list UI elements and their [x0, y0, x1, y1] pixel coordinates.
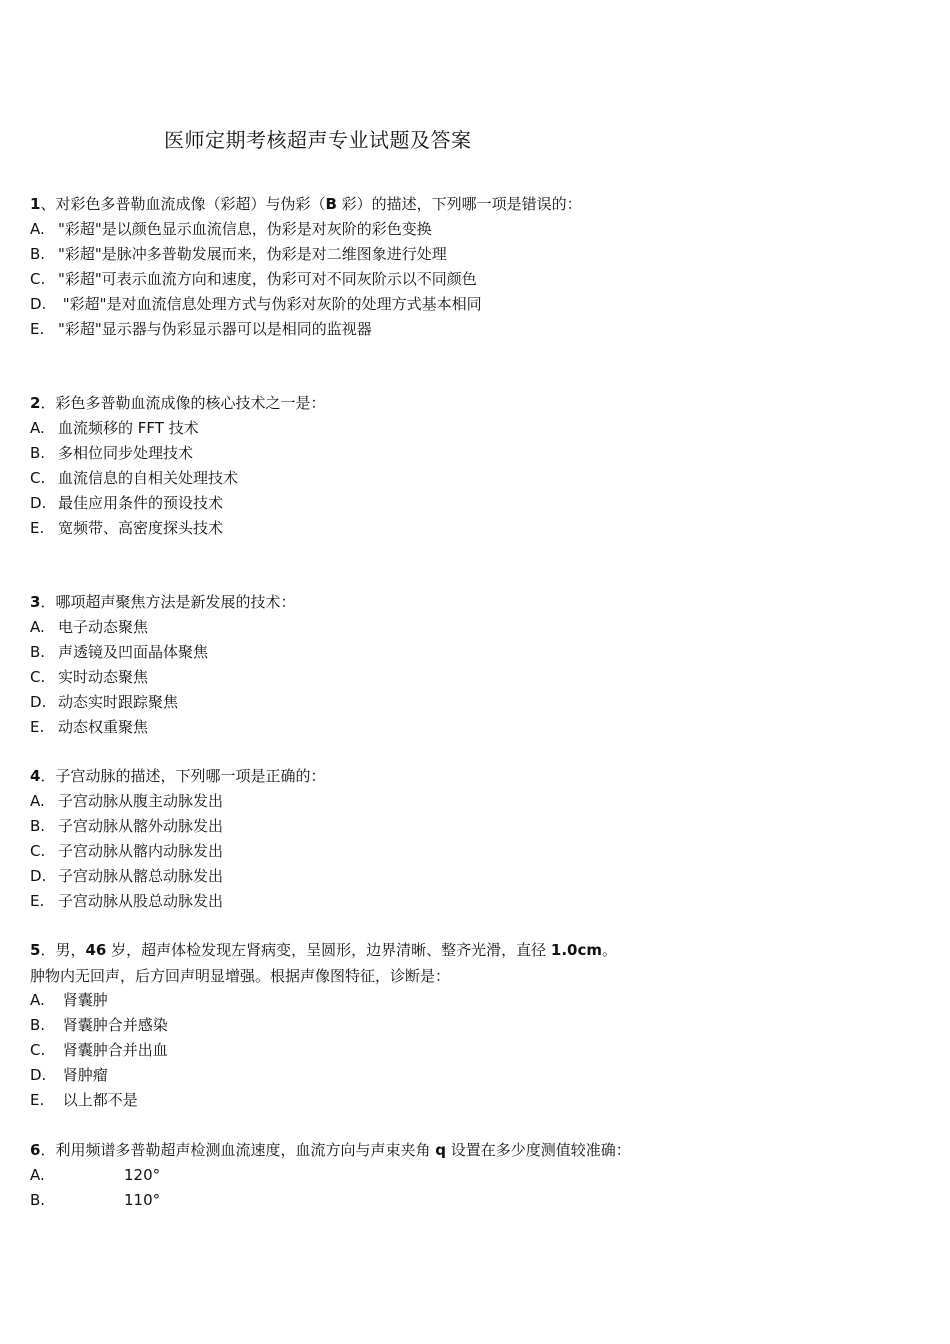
question-5-option-b: B. 肾囊肿合并感染: [30, 1016, 168, 1034]
question-6-option-b: B. 110°: [30, 1191, 161, 1209]
question-number: 5: [30, 941, 41, 959]
question-1-option-c: C. "彩超"可表示血流方向和速度，伪彩可对不同灰阶示以不同颜色: [30, 270, 477, 288]
question-number: 4: [30, 767, 41, 785]
question-number: 2: [30, 394, 41, 412]
question-3-option-e: E. 动态权重聚焦: [30, 718, 149, 736]
question-5-stem: 5．男，46 岁，超声体检发现左肾病变，呈圆形，边界清晰、整齐光滑，直径 1.0cm。: [30, 941, 617, 959]
question-number: 1: [30, 195, 41, 213]
question-4-option-e: E. 子宫动脉从股总动脉发出: [30, 892, 224, 910]
question-3-option-a: A. 电子动态聚焦: [30, 618, 149, 636]
question-5-option-d: D. 肾肿瘤: [30, 1066, 108, 1084]
question-2-option-d: D. 最佳应用条件的预设技术: [30, 494, 224, 512]
question-4-option-c: C. 子宫动脉从髂内动脉发出: [30, 842, 224, 860]
question-1-option-a: A. "彩超"是以颜色显示血流信息，伪彩是对灰阶的彩色变换: [30, 220, 432, 238]
question-4-stem: 4．子宫动脉的描述，下列哪一项是正确的：: [30, 767, 326, 785]
question-5-option-e: E. 以上都不是: [30, 1091, 138, 1109]
question-2-option-b: B. 多相位同步处理技术: [30, 444, 194, 462]
question-3-stem: 3．哪项超声聚焦方法是新发展的技术：: [30, 593, 296, 611]
question-5-stem-continued: 肿物内无回声，后方回声明显增强。根据声像图特征，诊断是：: [30, 967, 451, 985]
question-2-option-e: E. 宽频带、高密度探头技术: [30, 519, 224, 537]
question-1-option-e: E. "彩超"显示器与伪彩显示器可以是相同的监视器: [30, 320, 372, 338]
question-4-option-b: B. 子宫动脉从髂外动脉发出: [30, 817, 224, 835]
question-2-option-c: C. 血流信息的自相关处理技术: [30, 469, 239, 487]
question-6-stem: 6．利用频谱多普勒超声检测血流速度，血流方向与声束夹角 q 设置在多少度测值较准确：: [30, 1141, 631, 1159]
question-3-option-b: B. 声透镜及凹面晶体聚焦: [30, 643, 209, 661]
question-number: 3: [30, 593, 41, 611]
question-1-option-d: D. "彩超"是对血流信息处理方式与伪彩对灰阶的处理方式基本相同: [30, 295, 482, 313]
question-1-option-b: B. "彩超"是脉冲多普勒发展而来，伪彩是对二维图象进行处理: [30, 245, 447, 263]
question-3-option-c: C. 实时动态聚焦: [30, 668, 149, 686]
document-title: 医师定期考核超声专业试题及答案: [164, 128, 472, 152]
question-4-option-a: A. 子宫动脉从腹主动脉发出: [30, 792, 224, 810]
question-3-option-d: D. 动态实时跟踪聚焦: [30, 693, 179, 711]
question-2-stem: 2．彩色多普勒血流成像的核心技术之一是：: [30, 394, 326, 412]
question-2-option-a: A. 血流频移的 FFT 技术: [30, 419, 199, 437]
question-5-option-a: A. 肾囊肿: [30, 991, 108, 1009]
question-4-option-d: D. 子宫动脉从髂总动脉发出: [30, 867, 224, 885]
question-1-stem: 1、对彩色多普勒血流成像（彩超）与伪彩（B 彩）的描述，下列哪一项是错误的：: [30, 195, 582, 213]
question-5-option-c: C. 肾囊肿合并出血: [30, 1041, 168, 1059]
question-6-option-a: A. 120°: [30, 1166, 161, 1184]
question-number: 6: [30, 1141, 41, 1159]
